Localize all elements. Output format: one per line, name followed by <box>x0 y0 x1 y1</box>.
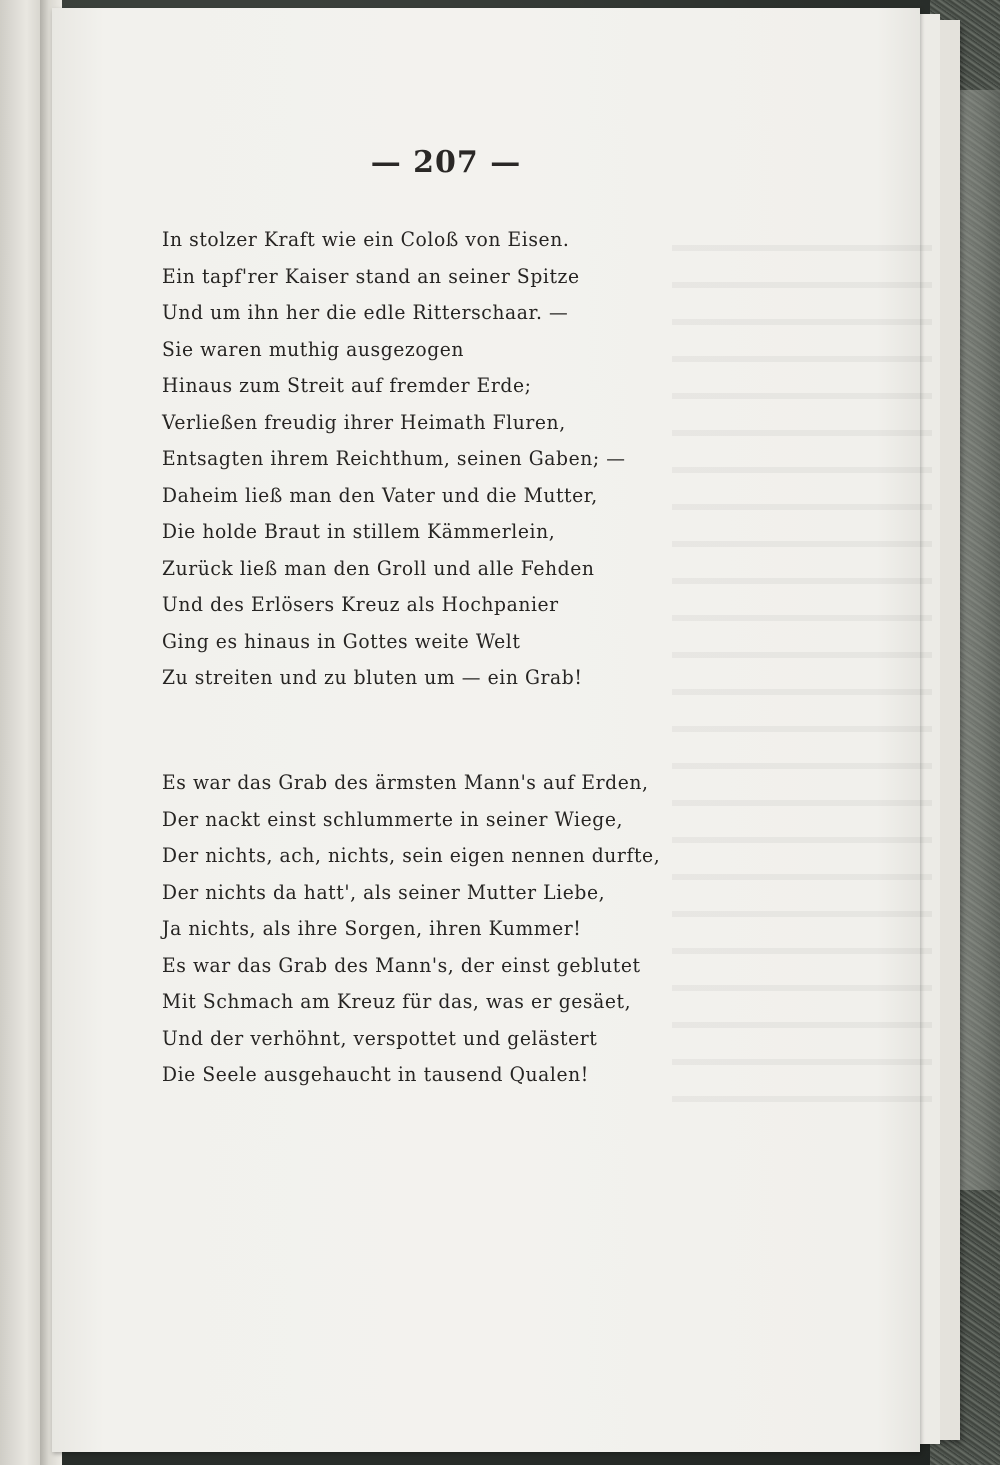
poem-line: Mit Schmach am Kreuz für das, was er gesäet, <box>162 990 632 1013</box>
poem-line: Daheim ließ man den Vater und die Mutter, <box>162 483 598 507</box>
poem-line: Der nichts da hatt', als seiner Mutter Liebe, <box>162 880 606 904</box>
poem-line: Sie waren muthig ausgezogen <box>162 337 465 361</box>
poem-line: Und der verhöhnt, verspottet und gelästert <box>162 1026 598 1050</box>
poem-line: Und des Erlösers Kreuz als Hochpanier <box>162 593 559 616</box>
poem-line: Und um ihn her die edle Ritterschaar. — <box>162 301 569 324</box>
poem-line: Es war das Grab des Mann's, der einst geblutet <box>162 953 641 977</box>
poem-line: Ein tapf'rer Kaiser stand an seiner Spitze <box>162 264 580 288</box>
poem-line: In stolzer Kraft wie ein Coloß von Eisen. <box>162 228 570 251</box>
poem-line: Zurück ließ man den Groll und alle Fehden <box>162 556 595 580</box>
poem-line: Entsagten ihrem Reichthum, seinen Gaben; — <box>162 447 626 470</box>
poem-stanza-2 <box>162 765 660 1094</box>
poem-line: Der nackt einst schlummerte in seiner Wiege, <box>162 807 624 831</box>
poem-stanza-1 <box>162 222 626 697</box>
poem-line: Die Seele ausgehaucht in tausend Qualen! <box>162 1063 589 1086</box>
poem-line: Zu streiten und zu bluten um — ein Grab! <box>162 666 583 689</box>
poem-line: Es war das Grab des ärmsten Mann's auf Erden, <box>162 771 649 794</box>
poem-line: Der nichts, ach, nichts, sein eigen nennen durfte, <box>162 844 661 867</box>
page-number: — 207 — <box>370 145 522 180</box>
poem-line: Die holde Braut in stillem Kämmerlein, <box>162 520 556 543</box>
poem-line: Ging es hinaus in Gottes weite Welt <box>162 629 521 653</box>
poem-line: Verließen freudig ihrer Heimath Fluren, <box>162 410 566 434</box>
binding-cloth-highlight <box>955 90 1000 1190</box>
poem-line: Hinaus zum Streit auf fremder Erde; <box>162 374 532 397</box>
show-through-text <box>672 223 932 1103</box>
poem-line: Ja nichts, als ihre Sorgen, ihren Kummer! <box>162 917 582 940</box>
